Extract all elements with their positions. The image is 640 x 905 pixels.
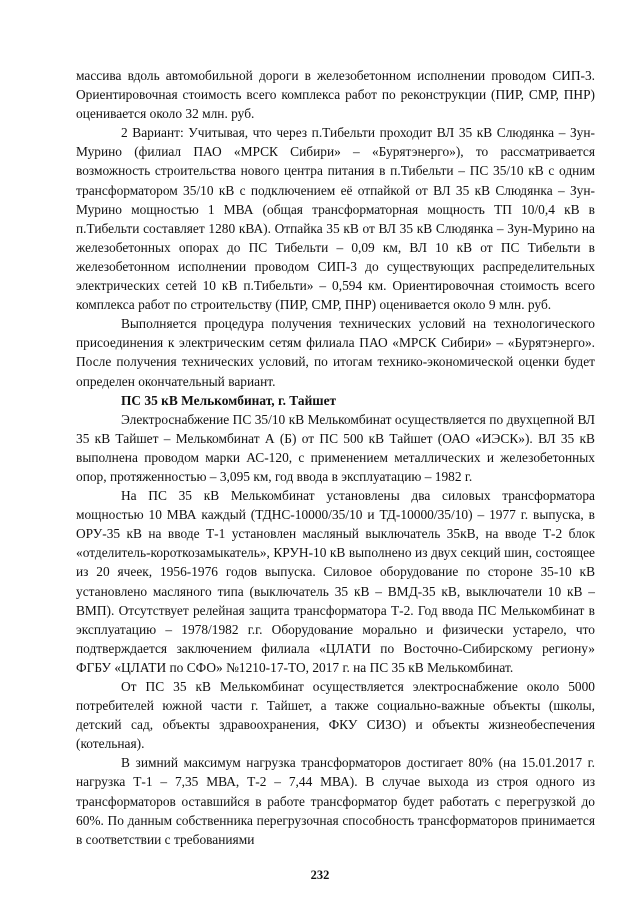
page-number: 232 <box>310 868 330 882</box>
text-column <box>76 66 595 849</box>
paragraph-winter-load: В зимний максимум нагрузка трансформаторов достигает 80% (на 15.01.2017 г. нагрузка Т-1 – 7,35 МВА, Т-2 – 7,44 МВА). В случае выхода из строя одного из трансформаторов оставшийся в работе трансформатор будет работать с перегрузкой до 60%. По данным собственника перегрузочная способность трансформаторов принимается в соответствии с требованиями <box>76 755 595 847</box>
paragraph-consumers: От ПС 35 кВ Мелькомбинат осуществляется электроснабжение около 5000 потребителей южной части г. Тайшет, а также социально-важные объекты (школы, детский сад, объекты здравоохранения, ФКУ СИЗО) и объекты жизнеобеспечения (котельная). <box>76 679 595 752</box>
paragraph-variant-2: 2 Вариант: Учитывая, что через п.Тибельти проходит ВЛ 35 кВ Слюдянка – Зун-Мурино (филиал ПАО «МРСК Сибири» – «Бурятэнерго»), то рассматривается возможность строительства нового центра питания в п.Тибельти – ПС 35/10 кВ с одним трансформатором 35/10 кВ с подключением её отпайкой от ВЛ 35 кВ Слюдянка – Зун-Мурино мощностью 1 МВА (общая трансформаторная мощность ТП 10/0,4 кВ в п.Тибельти составляет 1280 кВА). Отпайка 35 кВ от ВЛ 35 кВ Слюдянка – Зун-Мурино на железобетонных опорах до ПС Тибельти – 0,09 км, ВЛ 10 кВ от ПС Тибельти в железобетонном исполнении проводом СИП-3 до существующих распределительных электрических сетей 10 кВ п.Тибельти» – 0,594 км. Ориентировочная стоимость всего комплекса работ по строительству (ПИР, СМР, ПНР) оценивается около 9 млн. руб. <box>76 125 595 313</box>
paragraph-equipment: На ПС 35 кВ Мелькомбинат установлены два силовых трансформатора мощностью 10 МВА каждый (ТДНС-10000/35/10 и ТД-10000/35/10) – 1977 г. выпуска, в ОРУ-35 кВ на вводе Т-1 установлен масляный выключатель 35кВ, на вводе Т-2 блок «отделитель-короткозамыкатель», КРУН-10 кВ выполнено из двух секций шин, состоящее из 20 ячеек, 1956-1976 годов выпуска. Силовое оборудование по стороне 35-10 кВ установлено масляного типа (выключатель 35 кВ – ВМД-35 кВ, выключатели 10 кВ – ВМП). Отсутствует релейная защита трансформатора Т-2. Год ввода ПС Мелькомбинат в эксплуатацию – 1978/1982 г.г. Оборудование морально и физически устарело, что подтверждается заключением филиала «ЦЛАТИ по Восточно-Сибирскому региону» ФГБУ «ЦЛАТИ по СФО» №1210-17-ТО, 2017 г. на ПС 35 кВ Мелькомбинат. <box>76 488 595 675</box>
paragraph-procedure: Выполняется процедура получения технических условий на технологического присоединения к электрическим сетям филиала ПАО «МРСК Сибири» – «Бурятэнерго». После получения технических условий, по итогам технико-экономической оценки будет определен окончательный вариант. <box>76 316 595 389</box>
paragraph-continuation: массива вдоль автомобильной дороги в железобетонном исполнении проводом СИП-3. Ориентировочная стоимость всего комплекса работ по реконструкции (ПИР, СМР, ПНР) оценивается около 32 млн. руб. <box>76 68 595 122</box>
section-heading: ПС 35 кВ Мелькомбинат, г. Тайшет <box>121 392 337 408</box>
paragraph-power-supply: Электроснабжение ПС 35/10 кВ Мелькомбинат осуществляется по двухцепной ВЛ 35 кВ Тайшет – Мелькомбинат А (Б) от ПС 500 кВ Тайшет (ОАО «ИЭСК»). ВЛ 35 кВ выполнена проводом марки АС-120, с применением металлических и железобетонных опор, протяженностью – 3,095 км, год ввода в эксплуатацию – 1982 г. <box>76 411 595 484</box>
